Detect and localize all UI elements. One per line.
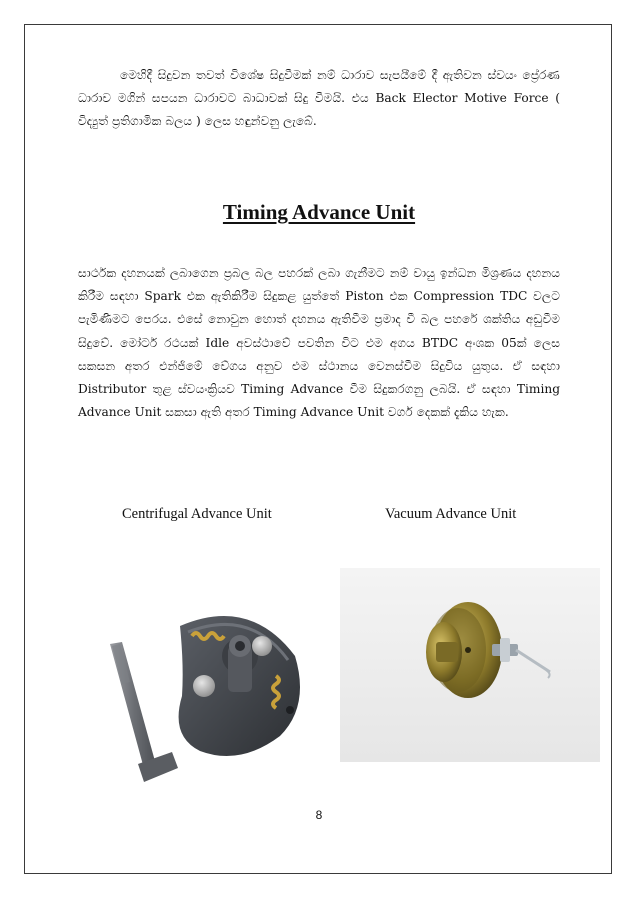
flyweight-left bbox=[193, 675, 215, 697]
caption-centrifugal: Centrifugal Advance Unit bbox=[122, 506, 272, 522]
intro-paragraph: මෙහිදී සිදුවන තවත් විශේෂ සිදුවීමක් නම් ධාරාව සැපයීමේ දී ඇතිවන ස්වයං ප්‍රේරණ ධාරාව මගින් සපයන ධාරාවට බාධාවක් සිදු වීමයි. එය Back Elector Motive Force ( විද්‍යුත් ප්‍රතිගාමික බලය ) ලෙස හඳුන්වනු ලැබේ. bbox=[78, 68, 560, 129]
centrifugal-advance-illustration bbox=[100, 586, 310, 796]
vacuum-advance-illustration bbox=[340, 568, 600, 762]
body-paragraph: සාර්ථක දහනයක් ලබාගෙන ප්‍රබල බල පහරක් ලබා ගැනීමට නම් වායු ඉන්ධන මිශ්‍රණය දහනය කිරීම සඳහා Spark එක ඇතිකිරීම සිදුකළ යුත්තේ Piston එක Compression TDC වලට පැමිණීමට පෙරය. එසේ නොවුන හොත් දහනය ඇතිවීම ප්‍රමාද වී බල පහරේ ශක්තිය අඩුවීම සිදුවේ. මෝටර් රථයක් Idle අවස්ථාවේ පවතින විට එම අගය BTDC අංශක 05ක් ලෙස සකසන අතර එන්ජිමේ වේගය අනුව එම ස්ථානය වෙනස්වීම සිදුවිය යුතුය. ඒ සඳහා Distributor තුළ ස්වයංක්‍රියව Timing Advance වීම සිදුකරගනු ලබයි. ඒ සඳහා Timing Advance Unit සකසා ඇති අතර Timing Advance Unit වර්ග දෙකක් දැකිය හැක. bbox=[78, 266, 560, 420]
caption-vacuum: Vacuum Advance Unit bbox=[385, 506, 517, 522]
page-number: 8 bbox=[315, 808, 323, 822]
bolt-shaft bbox=[110, 642, 178, 782]
vacuum-advance-unit-photo bbox=[340, 568, 600, 762]
section-title: Timing Advance Unit bbox=[222, 200, 416, 224]
centrifugal-advance-unit-photo bbox=[100, 586, 310, 796]
flyweight-right bbox=[252, 636, 272, 656]
